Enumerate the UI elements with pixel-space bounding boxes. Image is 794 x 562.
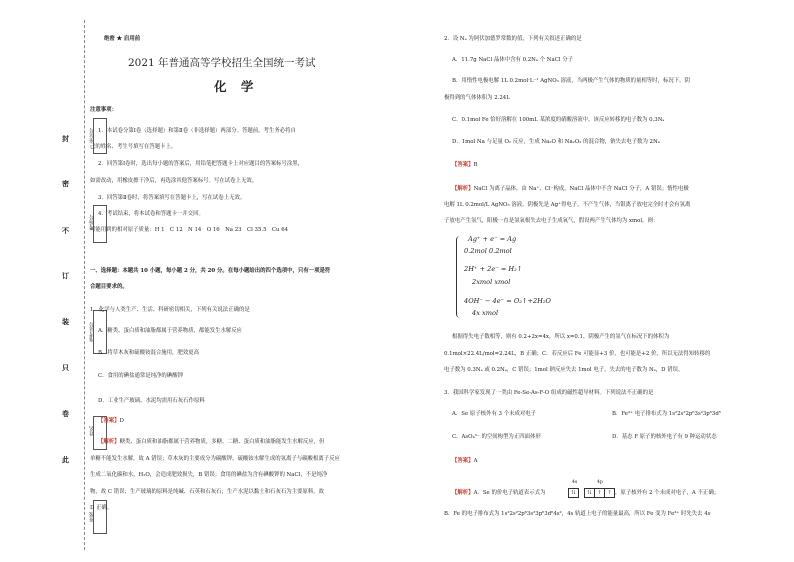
q1-option-a: A．糖类、蛋白质和油脂都属于营养物质，都能发生水解反应 [98,328,243,334]
orbital-box-4p: ⇅ [584,488,595,498]
equation-hydrogen-amount: 2xmol xmol [472,278,511,286]
orbital-box-4p: ↑ [594,488,605,498]
atomic-mass-line: 可能用到的相对原子质量：H 1 C 12 N 14 O 16 Na 23 Cl 35.5 Cu 64 [90,227,289,233]
seat-number-label: 座位号 [89,128,95,143]
q2-option-d: D．1mol Na 与足量 O₂ 反应，生成 Na₂O 和 Na₂O₂ 的混合物，钠失去电子数为 2Nₐ [452,139,660,145]
q3-analysis-line [452,490,545,497]
q1-analysis-line: 物，故 C 错误；生产玻璃的原料是纯碱、石英和石灰石；生产水泥以黏土和石灰石为主要原料，故 [90,489,324,495]
orbital-box-4s: ⇅ [568,488,579,498]
note-line: 2．回答第Ⅰ卷时，选出每小题的答案后，用铅笔把答题卡上对应题目的答案标号涂黑， [98,161,304,167]
q1-option-b: B．将草木灰和硫酸铵混合施用，肥效更高 [98,350,199,356]
subject-title: 化 学 [214,79,259,94]
q2-option-a: A．11.7g NaCl 晶体中含有 0.2Nₐ 个 NaCl 分子 [452,57,574,63]
q1-stem: 1．化学与人类生产、生活、科研密切相关，下列有关说法正确的是 [90,307,250,313]
binding-char: 封 [62,134,69,143]
binding-char: 此 [62,455,69,464]
note-line: 1．本试卷分第Ⅰ卷（选择题）和第Ⅱ卷（非选择题）两部分。答题前，考生务必将自 [98,128,296,134]
q3-answer [452,458,477,465]
q2-analysis-line: 电解 1L 0.2mol/L AgNO₃ 溶液，阴极先是 Ag⁺得电子，不产生气体，当银离子放电完全时才会有氢离 [444,202,691,208]
equation-hydrogen: 2H⁺ + 2e⁻ = H₂↑ [464,265,523,273]
q3-option-d: D．基态 F 原子的核外电子有 9 种运动状态 [612,434,717,440]
equation-oxygen: 4OH⁻ − 4e⁻ = O₂↑+2H₂O [464,297,551,305]
note-line: 3．回答第Ⅱ卷时，将答案填写在答题卡上，写在试卷上无效。 [98,195,246,201]
q3-analysis-line: B．Fe 的电子排布式为 1s²2s²2p⁶3s²3p⁶3d⁶4s²，4s 轨道上电子的能量最高，所以 Fe 变为 Fe³⁺ 时先失去 4s [444,511,711,517]
q1-analysis-line [98,439,324,446]
q3-stem: 3．我国科学家发现了一类由 Fe-Se-As-F-O 组成的磁性超导材料。下列说法不正确的是 [444,390,654,396]
answer-value: B [473,162,478,168]
equation-silver: Ag⁺ + e⁻ = Ag [468,235,517,243]
equation-oxygen-amount: 4x xmol [472,309,499,317]
orbital-box-4p: ↑ [604,488,615,498]
equation-silver-amount: 0.2mol 0.2mol [464,247,512,255]
class-label: 班级 [89,512,95,522]
q2-option-b-cont: 极得到的气体体积为 2.24L [444,95,510,101]
q2-analysis-line [452,186,689,193]
q2-option-c: C．0.1mol Fe 恰好溶解在 100mL 某浓度的硝酸溶液中，该反应转移的电子数为 0.3Nₐ [452,117,665,123]
analysis-text: 糖类、蛋白质和油脂都属于营养物质，多糖、二糖、蛋白质和油脂能发生水解反应，但 [119,439,325,445]
section-heading: 一、选择题：本题共 10 小题，每小题 2 分，共 20 分。在每小题给出的四个选项中，只有一项是符 [90,268,331,274]
q1-analysis-line: 生成二氧化碳和水，H₂O，会造成肥效损失，B 错误；食用的碘盐为含有碘酸钾的 NaCl，不是纯净 [90,472,328,478]
answer-value: A [473,458,478,464]
q3-analysis-line: ，原子核外有 2 个未成对电子，A 不正确； [615,490,720,496]
q3-option-a: A．Se 原子核外有 3 个未成对电子 [452,411,537,417]
binding-char: 装 [62,317,69,326]
equation-brace [456,236,463,318]
q3-option-b: B．Fe³⁺ 电子排布式为 1s²2s²2p⁶3s²3p⁶3d⁵ [612,411,721,417]
notes-title: 注意事项： [90,107,117,113]
q2-stem: 2．设 Nₐ 为阿伏加德罗常数的值，下列有关叙述正确的是 [444,36,582,42]
q2-analysis-after: 0.1mol×22.4L/mol=2.24L，B 正确；C．若反应后 Fe 可能显+3 价，也可能是+2 价，所以无法得知转移的 [444,351,711,357]
q1-analysis-line: 单糖不能发生水解，故 A 错误；草木灰的主要成分为碳酸钾，硫酸铵水解生成的氢离子与碳酸根离子反应 [90,456,340,462]
answer-label: 【答案】 [98,418,120,424]
answer-label: 【答案】 [452,162,474,168]
admission-number-label: 准考证号 [89,322,95,342]
orbital-4s-label: 4s [572,480,578,485]
binding-char: 卷 [62,409,69,418]
answer-value: D [119,418,124,424]
q2-answer [452,162,478,169]
analysis-text: A．Se 的价电子轨道表示式为 [473,490,546,496]
q2-analysis-after: 根据得失电子数相等，则有 0.2+2x=4x，所以 x=0.1，阴极产生的氢气在标况下的体积为 [452,334,670,340]
binding-char: 密 [62,179,69,188]
binding-char: 订 [62,271,69,280]
q1-option-c: C．食用的碘盐通常是纯净的碘酸钾 [98,373,183,379]
analysis-text: NaCl 为离子晶体，由 Na⁺、Cl⁻构成，NaCl 晶体中不含 NaCl 分子，A 错误；惰性电极 [473,186,689,192]
q1-analysis-line: D 正确。 [90,505,113,511]
note-line: 如需改动，用橡皮擦干净后，再选涂其他答案标号。写在试卷上无效。 [90,178,258,184]
note-line: 4．考试结束，将本试卷和答题卡一并交回。 [98,211,204,217]
answer-label: 【答案】 [452,458,474,464]
secret-mark: 绝密 ★ 启用前 [104,36,141,42]
q1-answer [98,418,124,425]
q1-option-d: D．工业生产玻璃、水泥均需用石灰石作原料 [98,398,205,404]
exam-title: 2021 年普通高等学校招生全国统一考试 [128,57,316,69]
q3-option-c: C．AsO₄³⁻ 的空间构型为正四面体形 [452,434,541,440]
exam-room-label: 考场号 [89,215,95,230]
q2-analysis-line: 子放电产生氢气，阳极一直是氢氧根失去电子生成氧气，假设两产生气体均为 xmol，则： [444,218,659,224]
q2-analysis-after: 电子数为 0.3Nₐ 或 0.2Nₐ，C 错误；1mol 钠反应失去 1mol 电子，失去的电子数为 Nₐ，D 错误。 [444,367,684,373]
section-heading-cont: 合题目要求的。 [90,284,128,290]
q2-option-b: B．用惰性电极电解 1L 0.2mol·L⁻¹ AgNO₃ 溶液，当两极产生气体的物质的量相等时，标况下，阴 [452,78,690,84]
binding-char: 只 [62,363,69,372]
orbital-4p-label: 4p [597,480,603,485]
analysis-label: 【解析】 [98,439,120,445]
binding-char: 不 [62,226,69,235]
binding-dashed-line [84,20,85,550]
name-label: 姓名 [89,426,95,436]
analysis-label: 【解析】 [452,490,474,496]
analysis-label: 【解析】 [452,186,474,192]
note-line: 己的姓名、考生号填写在答题卡上。 [90,144,177,150]
